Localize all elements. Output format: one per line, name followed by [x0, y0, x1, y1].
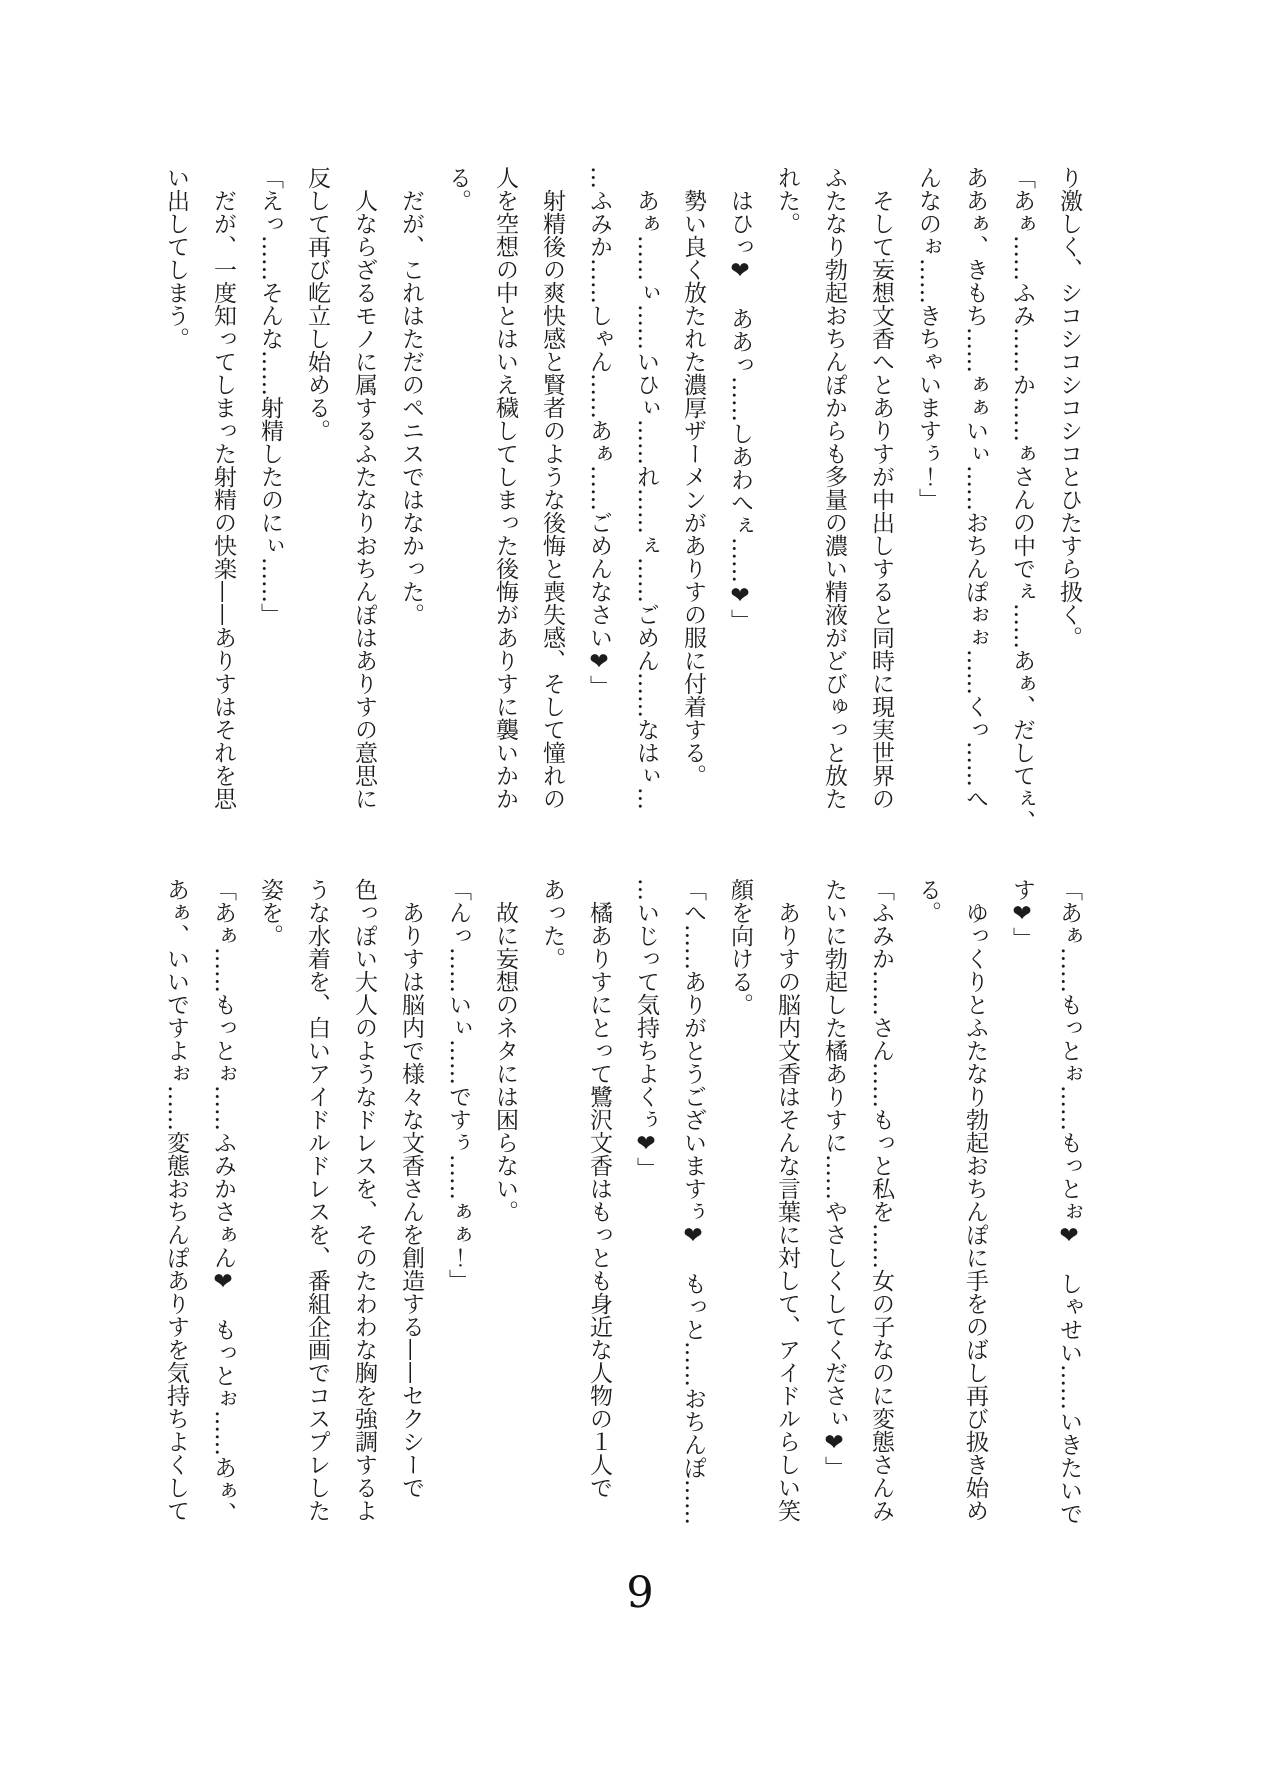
text-column: 勢い良く放たれた濃厚ザーメンがありすの服に付着する。 [680, 189, 706, 787]
text-column: 「ふみか……さん……もっと私を……女の子なのに変態さんみ [868, 878, 894, 1522]
text-column: 顔を向ける。 [727, 878, 753, 1016]
text-column: 「へ……ありがとうございますぅ❤ もっと……おちんぽ…… [680, 878, 706, 1525]
text-column: そして妄想文香へとありすが中出しすると同時に現実世界の [868, 189, 894, 810]
text-column: ありすの脳内文香はそんな言葉に対して、アイドルらしい笑 [774, 901, 800, 1522]
text-column: る。 [445, 166, 471, 212]
text-column: 反して再び屹立し始める。 [304, 166, 330, 442]
text-column: 人を空想の中とはいえ穢してしまった後悔がありすに襲いかか [492, 166, 518, 810]
text-column: だが、これはただのペニスではなかった。 [398, 189, 424, 626]
text-column: る。 [915, 878, 941, 924]
text-column: 故に妄想のネタには困らない。 [492, 901, 518, 1223]
text-column: ふたなり勃起おちんぽからも多量の濃い精液がどびゅっと放た [821, 166, 847, 810]
text-column: 人ならざるモノに属するふたなりおちんぽはありすの意思に [351, 189, 377, 810]
text-column: たいに勃起した橘ありすに……やさしくしてくださぃ❤」 [821, 878, 847, 1479]
page-number: 9 [626, 1568, 654, 1618]
text-column: 射精後の爽快感と賢者のような後悔と喪失感、そして憧れの [539, 189, 565, 810]
text-column: 「あぁ……ふみ……か……ぁさんの中でぇ……あぁ、だしてぇ、 [1009, 166, 1035, 833]
text-column: す❤」 [1009, 878, 1035, 950]
text-column: り激しく、シコシコシコシコとひたすら扱く。 [1056, 166, 1082, 649]
text-column: い出してしまう。 [163, 166, 189, 350]
text-block-top [152, 166, 1092, 956]
text-column: ゆっくりとふたなり勃起おちんぽに手をのばし再び扱き始め [962, 901, 988, 1522]
text-column: 「あぁ……もっとぉ……ふみかさぁん❤ もっとぉ……あぁ、 [210, 878, 236, 1525]
text-column: はひっ❤ ああっ……しあわへぇ……❤」 [727, 189, 753, 632]
text-column: 橘ありすにとって鷺沢文香はもっとも身近な人物の１人で [586, 901, 612, 1499]
text-column: だが、一度知ってしまった射精の快楽——ありすはそれを思 [210, 189, 236, 810]
text-column: 姿を。 [257, 878, 283, 947]
text-column: 「えっ……そんな……射精したのにぃ……」 [257, 166, 283, 626]
text-column: あった。 [539, 878, 565, 970]
text-column: 「あぁ……もっとぉ……もっとぉ❤ しゃせい……いきたいで [1056, 878, 1082, 1525]
text-block-bottom [152, 878, 1092, 1558]
text-column: 色っぽい大人のようなドレスを、そのたわわな胸を強調するよ [351, 878, 377, 1522]
text-column: あぁ……ぃ……いひぃ……れ……ぇ……ごめん……なはぃ… [633, 189, 659, 810]
text-column: ありすは脳内で様々な文香さんを創造する——セクシーで [398, 901, 424, 1499]
text-column: うな水着を、白いアイドルドレスを、番組企画でコスプレした [304, 878, 330, 1522]
text-column: ああぁ、きもち……ぁぁいぃ……おちんぽぉぉ……くっ……へ [962, 166, 988, 810]
text-column: …いじって気持ちよくぅ❤」 [633, 878, 659, 1180]
text-column: んなのぉ……きちゃいますぅ！」 [915, 166, 941, 511]
text-column: 「んっ……いぃ……ですぅ……ぁぁ！」 [445, 878, 471, 1292]
text-column: …ふみか……しゃん……あぁ……ごめんなさい❤」 [586, 166, 612, 698]
text-column: あぁ、いいですよぉ……変態おちんぽありすを気持ちよくして [163, 878, 189, 1522]
text-column: れた。 [774, 166, 800, 235]
